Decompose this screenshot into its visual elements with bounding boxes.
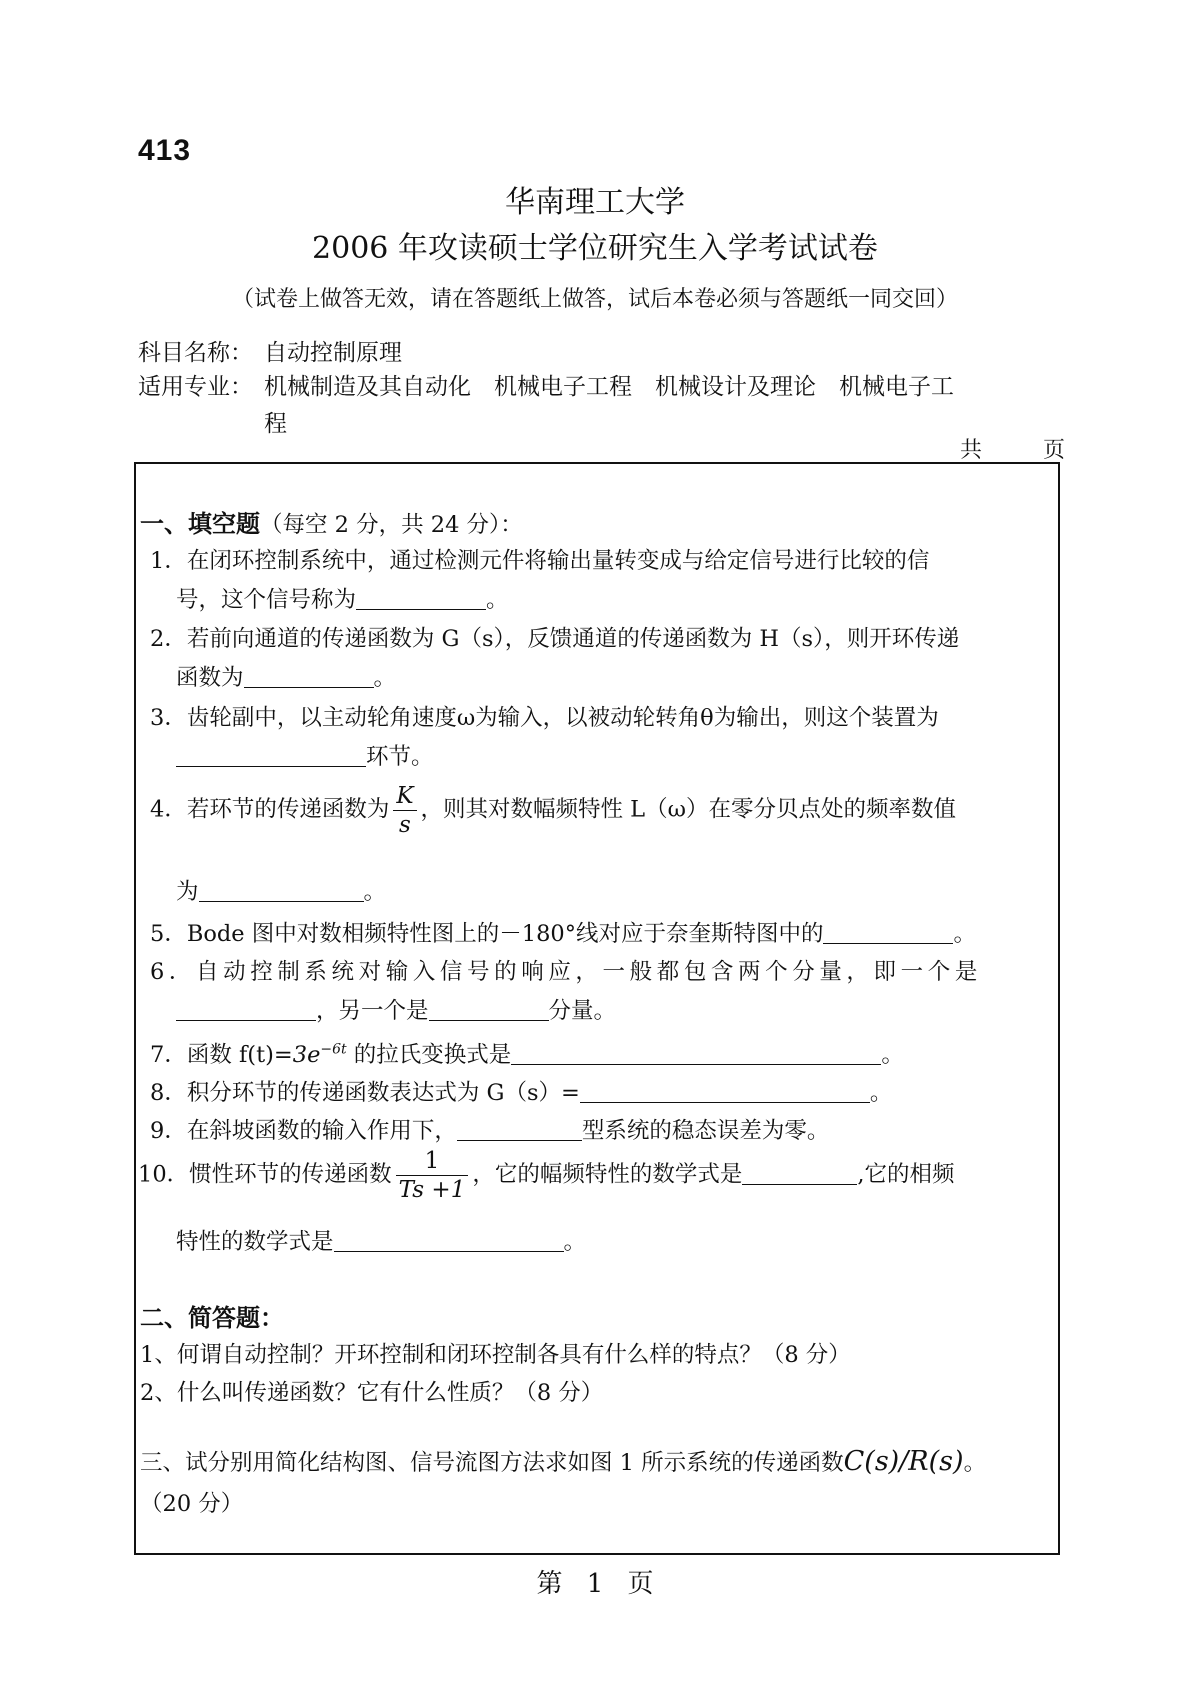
majors-row <box>138 368 1063 438</box>
q2-text: 函数为 <box>176 665 244 691</box>
q10-denominator: Ts +1 <box>398 1177 466 1203</box>
section2-q2: 2、什么叫传递函数？它有什么性质？（8 分） <box>140 1380 604 1406</box>
q2-line2 <box>176 660 396 692</box>
q7-text-a: 7．函数 f(t)= <box>150 1042 293 1068</box>
period: 。 <box>363 879 387 905</box>
answer-blank <box>176 1000 316 1021</box>
q1-line1: 1．在闭环控制系统中，通过检测元件将输出量转变成与给定信号进行比较的信 <box>150 548 930 574</box>
q4-fraction <box>393 782 416 839</box>
exam-notice: （试卷上做答无效，请在答题纸上做答，试后本卷必须与答题纸一同交回） <box>231 287 958 312</box>
q4-text-a: 4．若环节的传递函数为 <box>150 796 390 823</box>
exam-code: 413 <box>138 134 192 167</box>
q8-line <box>150 1075 892 1107</box>
period: 。 <box>869 1080 893 1106</box>
q8-text: 8．积分环节的传递函数表达式为 G（s）= <box>150 1080 580 1106</box>
q3-line1: 3．齿轮副中，以主动轮角速度ω为输入，以被动轮转角θ为输出，则这个装置为 <box>150 705 939 731</box>
q10-text-d: 特性的数学式是 <box>176 1229 334 1255</box>
q9-text-b: 型系统的稳态误差为零。 <box>581 1118 830 1144</box>
q6-line2 <box>176 993 616 1025</box>
section1-header <box>140 504 523 539</box>
total-pages <box>960 433 1065 464</box>
section3-line1 <box>140 1445 986 1477</box>
exam-title: 2006 年攻读硕士学位研究生入学考试试卷 <box>312 231 878 266</box>
q6-text-c: 分量。 <box>548 998 617 1024</box>
period: 。 <box>373 665 397 691</box>
q4-numerator: K <box>393 782 416 811</box>
section1-title: 一、填空题 <box>140 510 260 538</box>
q9-text-a: 9．在斜坡函数的输入作用下， <box>150 1118 457 1144</box>
q9-line <box>150 1113 829 1145</box>
q6-line1: 6．自动控制系统对输入信号的响应，一般都包含两个分量，即一个是 <box>150 959 982 985</box>
section3-text: 三、试分别用简化结构图、信号流图方法求如图 1 所示系统的传递函数 <box>140 1450 844 1476</box>
section2-q1: 1、何谓自动控制？开环控制和闭环控制各具有什么样的特点？（8 分） <box>140 1342 851 1368</box>
q1-line2 <box>176 582 509 614</box>
q4-denominator: s <box>399 812 411 838</box>
answer-blank <box>742 1164 857 1185</box>
section2-title: 二、简答题： <box>140 1304 284 1332</box>
q7-exponent: −6t <box>320 1041 347 1058</box>
answer-blank <box>176 746 366 767</box>
answer-blank <box>823 923 953 944</box>
majors-line2: 程 <box>264 411 287 437</box>
q7-text-b: 的拉氏变换式是 <box>346 1042 512 1068</box>
answer-blank <box>580 1082 870 1103</box>
majors-line1: 机械制造及其自动化 机械电子工程 机械设计及理论 机械电子工 <box>264 374 954 400</box>
q6-text-b: ，另一个是 <box>316 998 429 1024</box>
answer-blank <box>511 1044 881 1065</box>
answer-blank <box>199 881 364 902</box>
subject-label: 科目名称： <box>138 340 253 366</box>
answer-blank <box>429 1000 549 1021</box>
question-box <box>134 462 1060 1555</box>
q7-math: 3e <box>292 1042 321 1068</box>
q3-line2 <box>176 739 434 771</box>
total-pages-right: 页 <box>1042 438 1065 463</box>
q5-text: 5．Bode 图中对数相频特性图上的－180°线对应于奈奎斯特图中的 <box>150 921 824 947</box>
q10-line2 <box>176 1224 586 1256</box>
q4-text-b: ，则其对数幅频特性 L（ω）在零分贝点处的频率数值 <box>420 796 956 823</box>
q10-numerator: 1 <box>396 1147 469 1176</box>
subject-value: 自动控制原理 <box>264 340 402 366</box>
q10-text-b: ，它的幅频特性的数学式是 <box>472 1161 743 1188</box>
total-pages-left: 共 <box>960 438 983 463</box>
answer-blank <box>457 1120 582 1141</box>
q1-text: 号，这个信号称为 <box>176 587 357 613</box>
answer-blank <box>356 589 486 610</box>
answer-blank <box>334 1231 564 1252</box>
q2-line1: 2．若前向通道的传递函数为 G（s），反馈通道的传递函数为 H（s），则开环传递 <box>150 626 960 652</box>
section3-period: 。 <box>963 1450 987 1476</box>
page-number: 第 1 页 <box>536 1569 654 1599</box>
q5-line <box>150 916 976 948</box>
period: 。 <box>881 1042 904 1068</box>
majors-label: 适用专业： <box>138 374 253 400</box>
q4-line1 <box>150 782 956 839</box>
period: 。 <box>953 921 976 947</box>
section1-note: （每空 2 分，共 24 分）： <box>260 512 523 538</box>
q4-line2 <box>176 874 386 906</box>
q7-line <box>150 1037 904 1069</box>
q3-text: 环节。 <box>366 744 434 770</box>
section3-formula: C(s)/R(s) <box>843 1446 964 1477</box>
section3-line2: （20 分） <box>140 1491 244 1517</box>
period: 。 <box>486 587 509 613</box>
school-name: 华南理工大学 <box>505 185 685 220</box>
q10-text-c: ,它的相频 <box>857 1161 955 1188</box>
q10-text-a: 10．惯性环节的传递函数 <box>138 1161 392 1188</box>
period: 。 <box>563 1229 587 1255</box>
q10-fraction <box>396 1147 469 1204</box>
subject-row <box>138 334 402 367</box>
q4-text-c: 为 <box>176 879 199 905</box>
answer-blank <box>244 667 374 688</box>
q10-line1 <box>138 1147 955 1204</box>
